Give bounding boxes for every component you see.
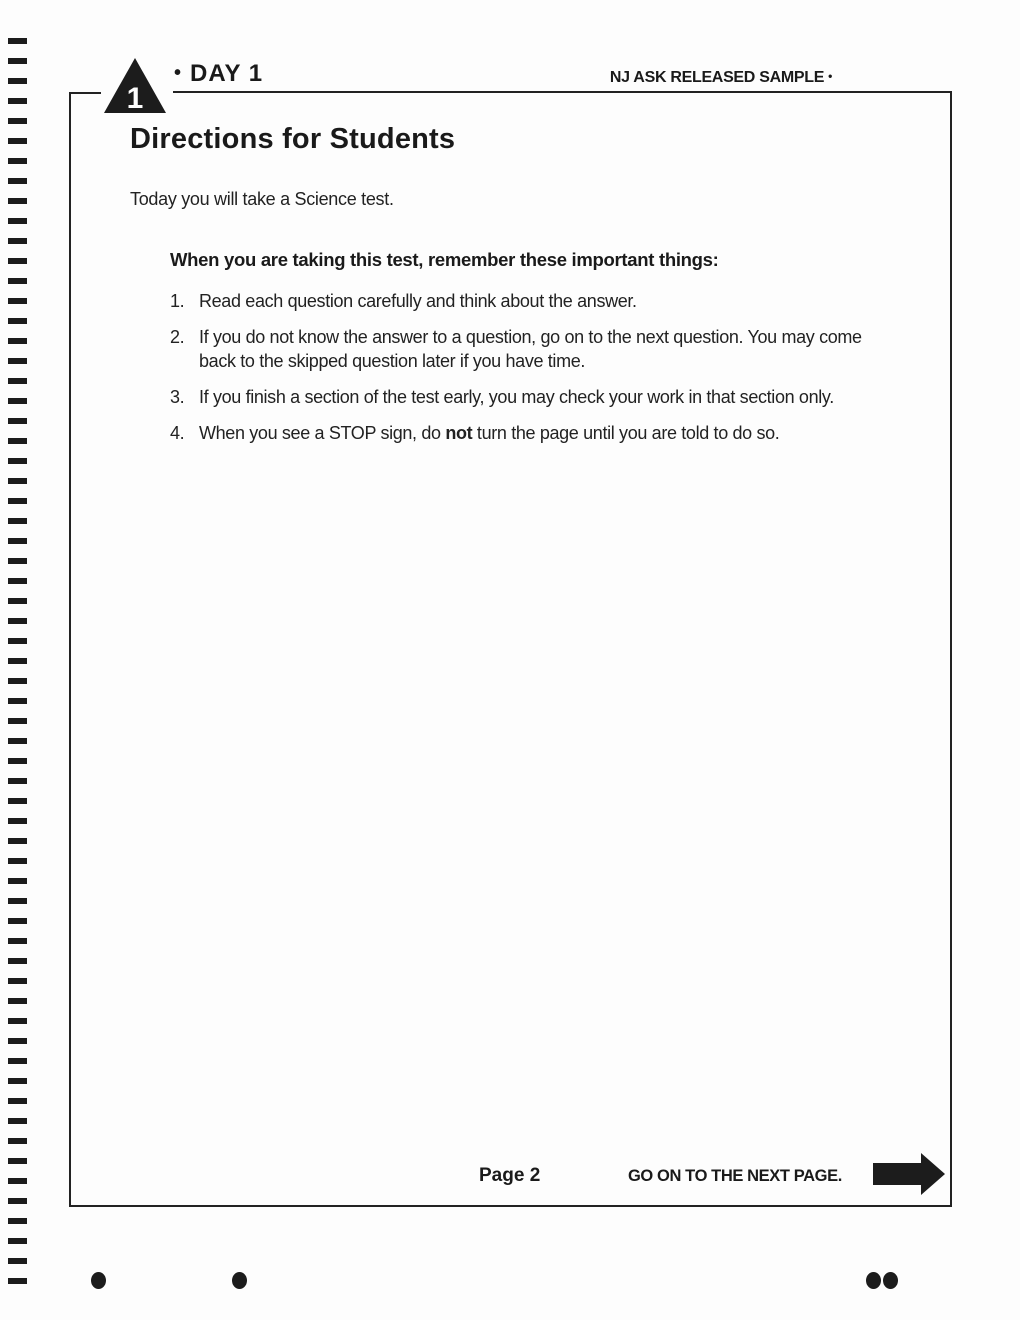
timing-mark bbox=[8, 1038, 27, 1044]
timing-mark bbox=[8, 1238, 27, 1244]
timing-mark bbox=[8, 258, 27, 264]
instructions-heading: When you are taking this test, remember these important things: bbox=[170, 249, 719, 270]
timing-mark bbox=[8, 438, 27, 444]
day-label bbox=[174, 60, 263, 88]
frame-left-border bbox=[69, 92, 71, 1207]
timing-mark bbox=[8, 938, 27, 944]
bullet: • bbox=[828, 69, 832, 83]
timing-mark bbox=[8, 478, 27, 484]
intro-text: Today you will take a Science test. bbox=[130, 189, 394, 209]
right-arrow-icon bbox=[873, 1153, 947, 1195]
timing-mark bbox=[8, 398, 27, 404]
timing-mark bbox=[8, 738, 27, 744]
timing-mark bbox=[8, 318, 27, 324]
day-text: DAY 1 bbox=[190, 60, 264, 87]
instruction-text: If you finish a section of the test early, you may check your work in that section only. bbox=[199, 387, 834, 407]
instruction-text: If you do not know the answer to a question, go on to the next question. You may come back to the skipped question later if you have time. bbox=[199, 327, 862, 371]
timing-mark bbox=[8, 598, 27, 604]
timing-mark bbox=[8, 518, 27, 524]
instruction-number: 2. bbox=[170, 327, 185, 347]
timing-mark bbox=[8, 498, 27, 504]
timing-mark bbox=[8, 98, 27, 104]
instruction-text-part: When you see a STOP sign, do bbox=[199, 423, 446, 443]
timing-mark bbox=[8, 338, 27, 344]
timing-marks bbox=[8, 0, 28, 1320]
timing-mark bbox=[8, 1278, 27, 1284]
timing-mark bbox=[8, 618, 27, 624]
timing-mark bbox=[8, 178, 27, 184]
timing-mark bbox=[8, 778, 27, 784]
timing-mark bbox=[8, 1078, 27, 1084]
timing-mark bbox=[8, 578, 27, 584]
timing-mark bbox=[8, 1118, 27, 1124]
registration-dot bbox=[232, 1272, 247, 1289]
timing-mark bbox=[8, 1138, 27, 1144]
instruction-item bbox=[170, 325, 870, 373]
registration-dot bbox=[91, 1272, 106, 1289]
frame-top-left-border bbox=[69, 92, 101, 94]
instruction-number: 1. bbox=[170, 291, 185, 311]
sample-label bbox=[610, 69, 832, 87]
timing-mark bbox=[8, 58, 27, 64]
timing-mark bbox=[8, 638, 27, 644]
timing-mark bbox=[8, 238, 27, 244]
timing-mark bbox=[8, 878, 27, 884]
frame-right-border bbox=[950, 92, 952, 1207]
instruction-text bbox=[199, 423, 779, 443]
frame-bottom-border bbox=[69, 1205, 952, 1207]
registration-dot bbox=[883, 1272, 898, 1289]
instruction-number: 3. bbox=[170, 387, 185, 407]
timing-mark bbox=[8, 978, 27, 984]
section-triangle-icon bbox=[104, 58, 166, 113]
timing-mark bbox=[8, 1258, 27, 1264]
timing-mark bbox=[8, 278, 27, 284]
timing-mark bbox=[8, 38, 27, 44]
timing-mark bbox=[8, 378, 27, 384]
instructions-list bbox=[170, 289, 870, 457]
timing-mark bbox=[8, 78, 27, 84]
timing-mark bbox=[8, 118, 27, 124]
timing-mark bbox=[8, 698, 27, 704]
timing-mark bbox=[8, 558, 27, 564]
timing-mark bbox=[8, 298, 27, 304]
sample-text: NJ ASK RELEASED SAMPLE bbox=[609, 69, 825, 86]
timing-mark bbox=[8, 918, 27, 924]
instruction-item bbox=[170, 385, 870, 409]
timing-mark bbox=[8, 998, 27, 1004]
timing-mark bbox=[8, 538, 27, 544]
go-on-label: GO ON TO THE NEXT PAGE. bbox=[628, 1167, 842, 1185]
timing-mark bbox=[8, 1158, 27, 1164]
registration-dot bbox=[866, 1272, 881, 1289]
page-title: Directions for Students bbox=[130, 123, 456, 155]
instruction-emphasis: not bbox=[445, 423, 473, 443]
instruction-number: 4. bbox=[170, 423, 185, 443]
timing-mark bbox=[8, 718, 27, 724]
instruction-item bbox=[170, 289, 870, 313]
timing-mark bbox=[8, 218, 27, 224]
instruction-text-part: turn the page until you are told to do so. bbox=[472, 423, 780, 443]
instruction-item bbox=[170, 421, 870, 445]
page-number: Page 2 bbox=[479, 1165, 541, 1186]
timing-mark bbox=[8, 1018, 27, 1024]
timing-mark bbox=[8, 838, 27, 844]
instruction-text: Read each question carefully and think about the answer. bbox=[199, 291, 637, 311]
timing-mark bbox=[8, 1198, 27, 1204]
timing-mark bbox=[8, 158, 27, 164]
timing-mark bbox=[8, 358, 27, 364]
timing-mark bbox=[8, 1058, 27, 1064]
timing-mark bbox=[8, 1178, 27, 1184]
timing-mark bbox=[8, 958, 27, 964]
timing-mark bbox=[8, 138, 27, 144]
timing-mark bbox=[8, 658, 27, 664]
timing-mark bbox=[8, 198, 27, 204]
svg-text:1: 1 bbox=[126, 82, 144, 113]
timing-mark bbox=[8, 418, 27, 424]
bullet: • bbox=[174, 62, 183, 84]
timing-mark bbox=[8, 858, 27, 864]
timing-mark bbox=[8, 798, 27, 804]
timing-mark bbox=[8, 1098, 27, 1104]
timing-mark bbox=[8, 1218, 27, 1224]
timing-mark bbox=[8, 678, 27, 684]
timing-mark bbox=[8, 898, 27, 904]
timing-mark bbox=[8, 458, 27, 464]
timing-mark bbox=[8, 818, 27, 824]
timing-mark bbox=[8, 758, 27, 764]
frame-top-right-border bbox=[173, 91, 952, 93]
